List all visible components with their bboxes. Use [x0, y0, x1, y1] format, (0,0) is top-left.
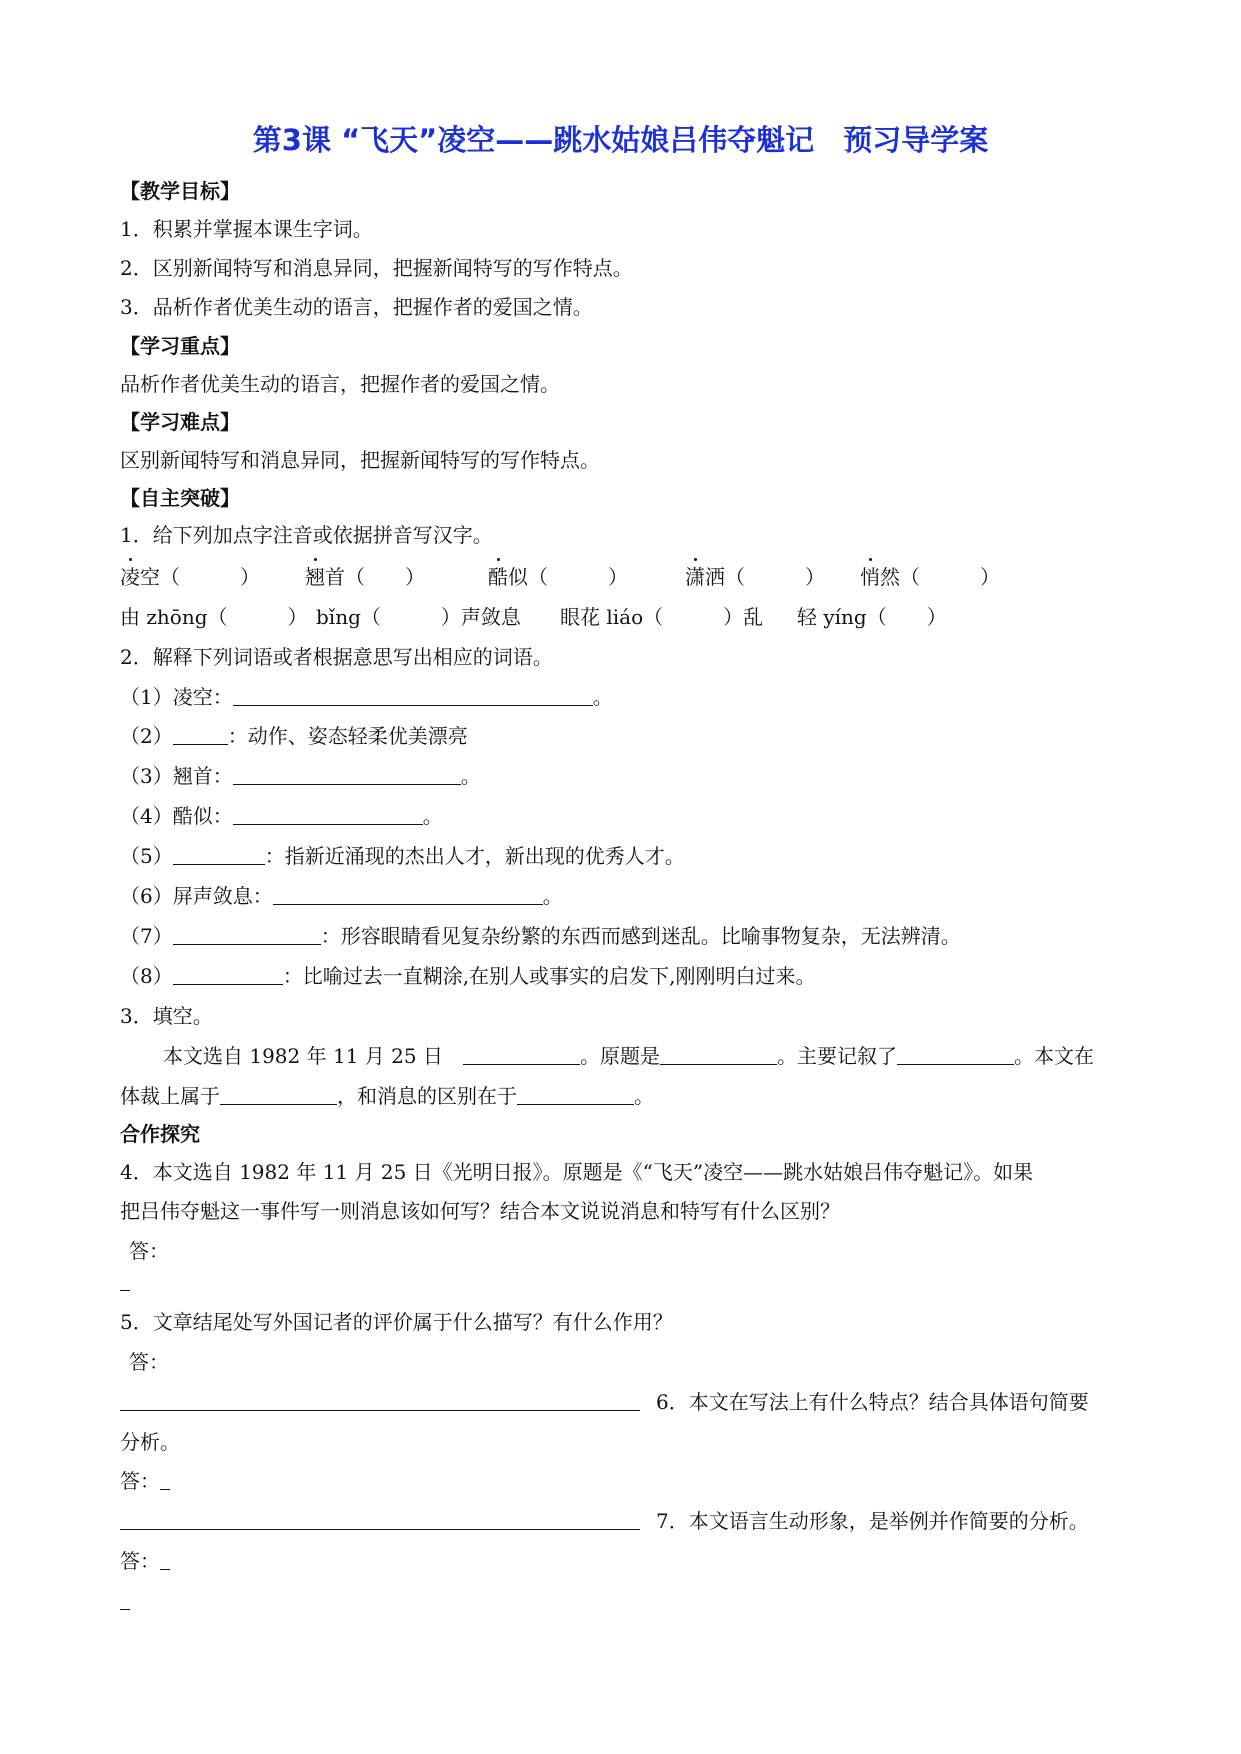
pinyin-row-2: [120, 604, 1120, 632]
pinyin-blank[interactable]: 轻 yíng（ ）: [797, 605, 947, 629]
section-goals: 【教学目标】: [120, 179, 240, 203]
answer-blank[interactable]: [897, 1044, 1014, 1065]
answer-blank[interactable]: [273, 884, 543, 905]
q2-item-text: 。: [460, 764, 481, 788]
pinyin-blank[interactable]: 洒（ ）: [705, 565, 825, 589]
pinyin-item: [120, 564, 260, 590]
pinyin-blank[interactable]: 似（ ）: [508, 565, 628, 589]
answer-label: 答：: [120, 1549, 160, 1573]
pinyin-blank[interactable]: 然（ ）: [880, 565, 1000, 589]
goal-item: 1．积累并掌握本课生字词。: [120, 217, 373, 241]
answer-blank[interactable]: [173, 844, 265, 865]
q6-line-2: 分析。: [120, 1430, 180, 1454]
answer-blank[interactable]: [120, 1589, 130, 1610]
answer-blank[interactable]: [220, 1084, 337, 1105]
q2-item-label: （7）: [120, 924, 173, 948]
q2-item: [120, 803, 443, 829]
q2-item-label: （2）: [120, 724, 173, 748]
q5-text: 5．文章结尾处写外国记者的评价属于什么描写？有什么作用？: [120, 1310, 673, 1334]
q2-item-label: （1）凌空：: [120, 685, 233, 709]
dotted-char: 酷: [488, 565, 508, 589]
q2-item: [120, 763, 481, 789]
q3-text: 。: [634, 1084, 654, 1108]
dotted-char: 凌: [120, 565, 140, 589]
q2-item-text: 。: [592, 685, 613, 709]
q7-line: [120, 1508, 1089, 1534]
answer-blank[interactable]: [463, 1044, 580, 1065]
answer-blank[interactable]: [233, 764, 461, 785]
q2-item: [120, 883, 563, 909]
answer-blank[interactable]: [160, 1549, 170, 1570]
q2-item-label: （8）: [120, 964, 173, 988]
q6-line-1: [120, 1389, 1089, 1415]
dotted-char: 潇: [685, 565, 705, 589]
q4-line-2: 把吕伟夺魁这一事件写一则消息该如何写？结合本文说说消息和特写有什么区别？: [120, 1199, 840, 1223]
q3-text: 。本文在: [1013, 1044, 1094, 1068]
q3-line-2: [120, 1083, 654, 1109]
answer-label: 答：: [129, 1239, 169, 1263]
q2-prompt: 2．解释下列词语或者根据意思写出相应的词语。: [120, 645, 553, 669]
q3-text: ，和消息的区别在于: [337, 1084, 517, 1108]
pinyin-blank[interactable]: 首（ ）: [325, 565, 425, 589]
pinyin-blank[interactable]: bǐng（ ）声敛息: [316, 605, 521, 629]
q3-text: 。原题是: [579, 1044, 660, 1068]
q4-line-1: 4．本文选自 1982 年 11 月 25 日《光明日报》。原题是《“飞天”凌空——跳水姑娘吕伟夺魁记》。如果: [120, 1160, 1034, 1184]
q1-prompt: 1．给下列加点字注音或依据拼音写汉字。: [120, 523, 493, 547]
q2-item: [120, 963, 815, 989]
answer-blank[interactable]: [233, 685, 593, 706]
q2-item-text: ：比喻过去一直糊涂,在别人或事实的启发下,刚刚明白过来。: [282, 964, 816, 988]
q2-item: [120, 923, 961, 949]
dotted-char: 悄: [860, 565, 880, 589]
pinyin-blank[interactable]: 眼花 liáo（ ）乱: [560, 605, 764, 629]
q2-item: [120, 843, 685, 869]
answer-row: [120, 1548, 170, 1574]
answer-area[interactable]: [120, 1588, 130, 1614]
q2-item-text: ：动作、姿态轻柔优美漂亮: [227, 724, 468, 748]
section-difficulties: 【学习难点】: [120, 410, 240, 434]
dotted-char: 翘: [305, 565, 325, 589]
goal-item: 3．品析作者优美生动的语言，把握作者的爱国之情。: [120, 295, 593, 319]
answer-blank[interactable]: [120, 1270, 130, 1291]
answer-blank[interactable]: [173, 724, 228, 745]
section-cooperation: 合作探究: [120, 1122, 200, 1146]
q3-text: 体裁上属于: [120, 1084, 220, 1108]
q3-prompt: 3．填空。: [120, 1004, 213, 1028]
q6-text: 6．本文在写法上有什么特点？结合具体语句简要: [656, 1390, 1089, 1414]
q3-text: 本文选自 1982 年 11 月 25 日: [163, 1044, 443, 1068]
pinyin-item: [685, 564, 825, 590]
section-self-breakthrough: 【自主突破】: [120, 486, 240, 510]
key-point-text: 品析作者优美生动的语言，把握作者的爱国之情。: [120, 372, 560, 396]
q2-item-text: ：形容眼睛看见复杂纷繁的东西而感到迷乱。比喻事物复杂，无法辨清。: [320, 924, 961, 948]
q2-item-label: （6）屏声敛息：: [120, 884, 273, 908]
q3-line-1: [163, 1043, 1094, 1069]
answer-blank[interactable]: [660, 1044, 777, 1065]
q2-item-text: 。: [542, 884, 563, 908]
answer-blank[interactable]: [233, 804, 423, 825]
difficulty-text: 区别新闻特写和消息异同，把握新闻特写的写作特点。: [120, 448, 600, 472]
q2-item-label: （5）: [120, 844, 173, 868]
q2-item-label: （4）酷似：: [120, 804, 233, 828]
pinyin-blank[interactable]: 由 zhōng（ ）: [120, 605, 308, 629]
answer-area[interactable]: [120, 1269, 130, 1295]
pinyin-blank[interactable]: 空（ ）: [140, 565, 260, 589]
answer-blank[interactable]: [173, 924, 321, 945]
answer-blank[interactable]: [517, 1084, 634, 1105]
q2-item-label: （3）翘首：: [120, 764, 233, 788]
q7-text: 7．本文语言生动形象，是举例并作简要的分析。: [656, 1509, 1089, 1533]
pinyin-item: [860, 564, 1000, 590]
q3-text: 。主要记叙了: [776, 1044, 897, 1068]
section-key-points: 【学习重点】: [120, 334, 240, 358]
answer-blank[interactable]: [173, 964, 283, 985]
answer-label: 答：: [120, 1469, 160, 1493]
answer-row: [120, 1468, 170, 1494]
pinyin-row-1: [120, 564, 1120, 592]
answer-blank[interactable]: [120, 1509, 640, 1530]
q2-item-text: 。: [422, 804, 443, 828]
q2-item: [120, 723, 468, 749]
answer-blank[interactable]: [160, 1469, 170, 1490]
pinyin-item: [305, 564, 425, 590]
q2-item-text: ：指新近涌现的杰出人才，新出现的优秀人才。: [264, 844, 685, 868]
answer-label: 答：: [129, 1350, 169, 1374]
pinyin-item: [488, 564, 628, 590]
q2-item: [120, 684, 613, 710]
page-title: 第3课 “飞天”凌空——跳水姑娘吕伟夺魁记 预习导学案: [252, 123, 989, 157]
goal-item: 2．区别新闻特写和消息异同，把握新闻特写的写作特点。: [120, 256, 633, 280]
answer-blank[interactable]: [120, 1390, 640, 1411]
